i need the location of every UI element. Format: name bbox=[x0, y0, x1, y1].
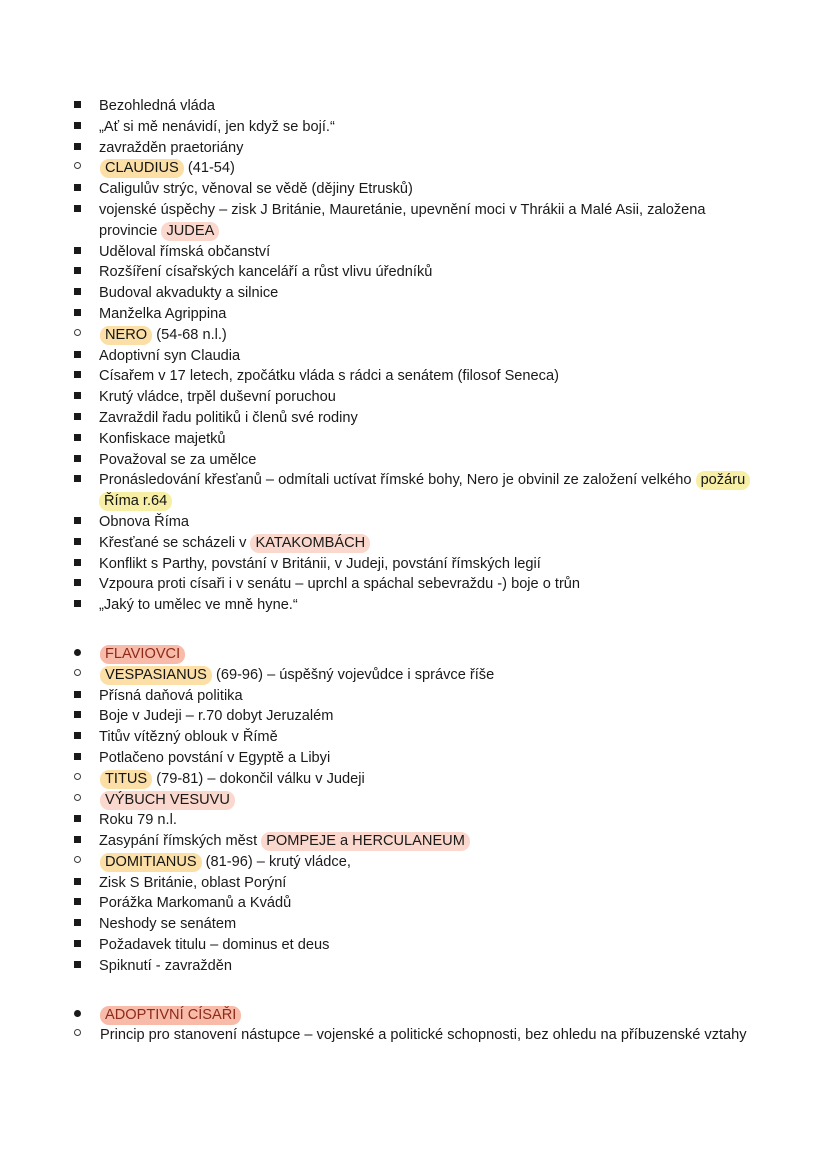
list-item-text: Princip pro stanovení nástupce – vojenské a politické schopnosti, bez ohledu na příbuzenské vztahy bbox=[100, 1027, 747, 1044]
square-bullet-icon bbox=[72, 595, 92, 616]
circle-bullet-icon bbox=[72, 325, 92, 346]
list-item bbox=[72, 686, 756, 707]
square-bullet-icon bbox=[72, 470, 92, 491]
claudius-bullets bbox=[72, 179, 756, 325]
square-bullet-icon bbox=[72, 200, 92, 221]
list-item-text: Požadavek titulu – dominus et deus bbox=[99, 937, 330, 954]
emperor-name-titus: TITUS bbox=[100, 770, 152, 789]
domitianus-heading-list bbox=[72, 852, 756, 873]
document-body bbox=[72, 96, 756, 1046]
vespasianus-bullets bbox=[72, 686, 756, 769]
square-bullet-icon bbox=[72, 533, 92, 554]
adoptivni-cisari-group bbox=[72, 1005, 756, 1026]
list-item-text: Bezohledná vláda bbox=[99, 98, 216, 114]
square-bullet-icon bbox=[72, 512, 92, 533]
list-item-text: „Ať si mě nenávidí, jen když se bojí.“ bbox=[99, 118, 335, 135]
highlight-katakombach: KATAKOMBÁCH bbox=[250, 534, 370, 553]
square-bullet-icon bbox=[72, 893, 92, 914]
square-bullet-icon bbox=[72, 117, 92, 138]
list-item-text: Manželka Agrippina bbox=[99, 305, 227, 322]
list-item-text-pre: vojenské úspěchy – zisk J Británie, Mauretánie, upevnění moci v Thrákii a Malé Asii, založena provincie bbox=[99, 201, 706, 239]
list-item bbox=[72, 533, 756, 554]
list-item-text: Konfiskace majetků bbox=[99, 430, 226, 447]
emperor-name-nero: NERO bbox=[100, 326, 152, 345]
square-bullet-icon bbox=[72, 956, 92, 977]
emperor-name-domitianus: DOMITIANUS bbox=[100, 853, 202, 872]
list-item-text: Rozšíření císařských kanceláří a růst vlivu úředníků bbox=[99, 264, 433, 281]
list-item-text: Zisk S Británie, oblast Porýní bbox=[99, 874, 287, 891]
list-item bbox=[72, 706, 756, 727]
square-bullet-icon bbox=[72, 366, 92, 387]
list-item-text: Považoval se za umělce bbox=[99, 451, 257, 468]
list-item-text: Vzpoura proti císaři i v senátu – uprchl a spáchal sebevraždu -) boje o trůn bbox=[99, 576, 581, 593]
event-vesuv-heading bbox=[72, 790, 756, 811]
square-bullet-icon bbox=[72, 179, 92, 200]
square-bullet-icon bbox=[72, 914, 92, 935]
list-item-text-pre: Pronásledování křesťanů – odmítali uctívat římské bohy, Nero je obvinil ze založení velkého bbox=[99, 472, 696, 489]
list-item-text: Potlačeno povstání v Egyptě a Libyi bbox=[99, 749, 331, 766]
circle-bullet-icon bbox=[72, 1025, 92, 1046]
emperor-titus-heading bbox=[72, 769, 756, 790]
list-item bbox=[72, 727, 756, 748]
list-item bbox=[72, 96, 756, 117]
list-item bbox=[72, 554, 756, 575]
emperor-detail-domitianus: (81-96) – krutý vládce, bbox=[201, 853, 351, 870]
emperor-years-claudius: (41-54) bbox=[183, 160, 235, 177]
square-bullet-icon bbox=[72, 242, 92, 263]
list-item bbox=[72, 262, 756, 283]
list-item-text: Boje v Judeji – r.70 dobyt Jeruzalém bbox=[99, 708, 334, 725]
list-item-text: Adoptivní syn Claudia bbox=[99, 347, 241, 364]
square-bullet-icon bbox=[72, 554, 92, 575]
list-item bbox=[72, 810, 756, 831]
list-item bbox=[72, 831, 756, 852]
list-item-text: Budoval akvadukty a silnice bbox=[99, 285, 279, 302]
square-bullet-icon bbox=[72, 346, 92, 367]
emperor-detail-vespasianus: (69-96) – úspěšný vojevůdce i správce říše bbox=[211, 666, 495, 683]
square-bullet-icon bbox=[72, 283, 92, 304]
square-bullet-icon bbox=[72, 304, 92, 325]
section-heading-flaviovci bbox=[72, 644, 756, 665]
disc-bullet-icon bbox=[72, 1005, 92, 1026]
list-item bbox=[72, 117, 756, 138]
circle-bullet-icon bbox=[72, 769, 92, 790]
square-bullet-icon bbox=[72, 262, 92, 283]
list-item bbox=[72, 574, 756, 595]
vespasianus-heading-list bbox=[72, 665, 756, 686]
list-item-text: Spiknutí - zavražděn bbox=[99, 957, 233, 974]
list-item bbox=[72, 914, 756, 935]
emperor-nero-heading bbox=[72, 325, 756, 346]
list-item bbox=[72, 346, 756, 367]
nero-group bbox=[72, 325, 756, 346]
list-item-text: Caligulův strýc, věnoval se vědě (dějiny Etrusků) bbox=[99, 181, 413, 198]
list-item-text: Neshody se senátem bbox=[99, 916, 237, 933]
square-bullet-icon bbox=[72, 574, 92, 595]
square-bullet-icon bbox=[72, 873, 92, 894]
nero-bullets bbox=[72, 346, 756, 616]
circle-bullet-icon bbox=[72, 158, 92, 179]
flaviovci-group bbox=[72, 644, 756, 665]
list-item-text: Krutý vládce, trpěl duševní poruchou bbox=[99, 389, 336, 406]
section-spacer bbox=[72, 977, 756, 1005]
domitianus-bullets bbox=[72, 873, 756, 977]
list-item-text: „Jaký to umělec ve mně hyne.“ bbox=[99, 597, 298, 614]
adoptivni-cisari-bullets bbox=[72, 1025, 756, 1046]
section-title-adoptivni-cisari: ADOPTIVNÍ CÍSAŘI bbox=[100, 1006, 241, 1025]
square-bullet-icon bbox=[72, 727, 92, 748]
square-bullet-icon bbox=[72, 810, 92, 831]
event-title-vybuch-vesuvu: VÝBUCH VESUVU bbox=[100, 791, 235, 810]
list-item-text: Porážka Markomanů a Kvádů bbox=[99, 895, 292, 912]
list-item bbox=[72, 512, 756, 533]
square-bullet-icon bbox=[72, 748, 92, 769]
list-item bbox=[72, 935, 756, 956]
square-bullet-icon bbox=[72, 935, 92, 956]
highlight-pompeje-herculaneum: POMPEJE a HERCULANEUM bbox=[261, 832, 470, 851]
emperor-claudius-heading bbox=[72, 158, 756, 179]
square-bullet-icon bbox=[72, 831, 92, 852]
emperor-vespasianus-heading bbox=[72, 665, 756, 686]
highlight-pozar-rima: požáru Říma r.64 bbox=[99, 471, 750, 511]
list-item bbox=[72, 387, 756, 408]
section-spacer bbox=[72, 616, 756, 644]
list-item bbox=[72, 179, 756, 200]
list-item bbox=[72, 138, 756, 159]
list-item bbox=[72, 748, 756, 769]
list-item bbox=[72, 408, 756, 429]
emperor-detail-titus: (79-81) – dokončil válku v Judeji bbox=[152, 770, 365, 787]
list-item bbox=[72, 304, 756, 325]
emperor-domitianus-heading bbox=[72, 852, 756, 873]
square-bullet-icon bbox=[72, 408, 92, 429]
list-item bbox=[72, 429, 756, 450]
square-bullet-icon bbox=[72, 138, 92, 159]
disc-bullet-icon bbox=[72, 644, 92, 665]
list-item bbox=[72, 1025, 756, 1046]
square-bullet-icon bbox=[72, 387, 92, 408]
list-item bbox=[72, 873, 756, 894]
list-item-text: Roku 79 n.l. bbox=[99, 812, 177, 829]
square-bullet-icon bbox=[72, 706, 92, 727]
emperor-name-vespasianus: VESPASIANUS bbox=[100, 666, 212, 685]
square-bullet-icon bbox=[72, 429, 92, 450]
square-bullet-icon bbox=[72, 96, 92, 117]
caligula-tail-list bbox=[72, 96, 756, 158]
emperor-years-nero: (54-68 n.l.) bbox=[152, 326, 227, 343]
list-item bbox=[72, 366, 756, 387]
emperor-name-claudius: CLAUDIUS bbox=[100, 159, 184, 178]
list-item-text: Uděloval římská občanství bbox=[99, 243, 271, 260]
list-item-text: Konflikt s Parthy, povstání v Británii, v Judeji, povstání římských legií bbox=[99, 555, 541, 572]
section-heading-adoptivni-cisari bbox=[72, 1005, 756, 1026]
list-item bbox=[72, 450, 756, 471]
list-item bbox=[72, 200, 756, 242]
list-item-text-pre: Zasypání římských měst bbox=[99, 833, 262, 850]
list-item bbox=[72, 956, 756, 977]
square-bullet-icon bbox=[72, 450, 92, 471]
list-item bbox=[72, 242, 756, 263]
list-item-text: Zavraždil řadu politiků i členů své rodiny bbox=[99, 409, 358, 426]
list-item-text: Titův vítězný oblouk v Římě bbox=[99, 729, 278, 746]
list-item-text: Obnova Říma bbox=[99, 513, 190, 530]
list-item-text: Císařem v 17 letech, zpočátku vláda s rádci a senátem (filosof Seneca) bbox=[99, 368, 559, 385]
circle-bullet-icon bbox=[72, 665, 92, 686]
list-item bbox=[72, 893, 756, 914]
list-item-text: zavražděn praetoriány bbox=[99, 139, 244, 156]
circle-bullet-icon bbox=[72, 852, 92, 873]
claudius-group bbox=[72, 158, 756, 179]
square-bullet-icon bbox=[72, 686, 92, 707]
list-item bbox=[72, 470, 756, 512]
list-item bbox=[72, 283, 756, 304]
circle-bullet-icon bbox=[72, 790, 92, 811]
list-item-text: Přísná daňová politika bbox=[99, 687, 243, 704]
section-title-flaviovci: FLAVIOVCI bbox=[100, 645, 185, 664]
list-item bbox=[72, 595, 756, 616]
list-item-text-pre: Křesťané se scházeli v bbox=[99, 534, 251, 551]
vesuv-bullets bbox=[72, 810, 756, 852]
highlight-judea: JUDEA bbox=[161, 222, 219, 241]
titus-vesuv-group bbox=[72, 769, 756, 811]
